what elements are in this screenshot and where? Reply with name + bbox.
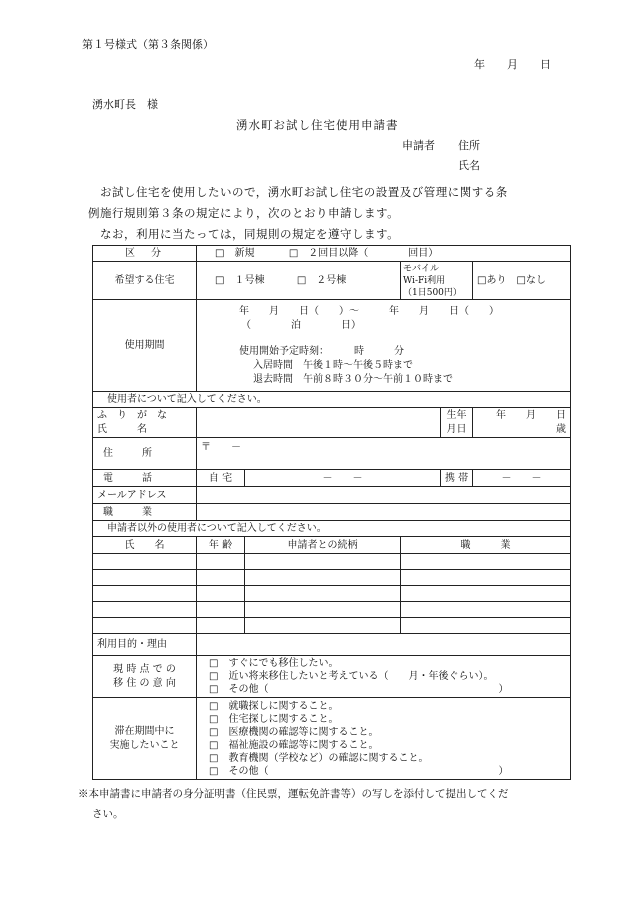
- kubun-label: 区 分: [93, 246, 197, 262]
- intro-line-2: 例施行規則第３条の規定により，次のとおり申請します。: [88, 206, 400, 220]
- other-age-cell[interactable]: [197, 602, 245, 618]
- stay-opt-3-checkbox[interactable]: □ 医療機関の確認等に関すること。: [209, 726, 379, 738]
- house-label: 希望する住宅: [93, 262, 197, 300]
- application-table: [92, 245, 571, 780]
- col-age-header: 年 齢: [197, 537, 245, 554]
- other-age-cell[interactable]: [197, 554, 245, 570]
- other-relation-cell[interactable]: [245, 586, 401, 602]
- applicant-label: 申請者: [402, 139, 435, 152]
- phone-label: 電 話: [93, 470, 197, 487]
- other-job-cell[interactable]: [401, 602, 571, 618]
- other-age-cell[interactable]: [197, 570, 245, 586]
- intent-opt-1-checkbox[interactable]: □ すぐにでも移住したい。: [209, 658, 339, 669]
- birth-label: 生年 月日: [441, 408, 473, 438]
- kubun-second-checkbox[interactable]: □ ２回目以降（ 回目）: [288, 248, 439, 259]
- col-relation-header: 申請者との続柄: [245, 537, 401, 554]
- other-name-cell[interactable]: [93, 618, 197, 634]
- stay-options[interactable]: [197, 698, 571, 780]
- other-job-cell[interactable]: [401, 618, 571, 634]
- purpose-field[interactable]: [197, 634, 571, 656]
- furigana-name-label: ふ り が な 氏 名: [93, 408, 197, 438]
- table-row: [93, 586, 571, 602]
- email-label: メールアドレス: [93, 487, 197, 504]
- kubun-options[interactable]: [197, 246, 571, 262]
- stay-label: 滞在期間中に 実施したいこと: [93, 698, 197, 780]
- intent-label: 現 時 点 で の 移 住 の 意 向: [93, 656, 197, 698]
- addressee: 湧水町長 様: [92, 98, 158, 111]
- table-row: [93, 554, 571, 570]
- other-age-cell[interactable]: [197, 586, 245, 602]
- address-field[interactable]: 〒 －: [197, 438, 571, 470]
- wifi-options[interactable]: □あり □なし: [473, 262, 571, 300]
- address-label: 住 所: [93, 438, 197, 470]
- intent-options[interactable]: [197, 656, 571, 698]
- stay-opt-2-checkbox[interactable]: □ 住宅探しに関すること。: [209, 713, 339, 725]
- users-header: 使用者について記入してください。: [93, 392, 571, 408]
- birth-field[interactable]: 年 月 日 歳: [473, 408, 571, 438]
- applicant-address-label[interactable]: 住所: [458, 139, 480, 152]
- applicant-name-label[interactable]: 氏名: [458, 159, 480, 172]
- other-relation-cell[interactable]: [245, 554, 401, 570]
- age-field[interactable]: 歳: [556, 423, 566, 435]
- form-number: 第１号様式（第３条関係）: [82, 38, 214, 51]
- stay-opt-6-checkbox[interactable]: □ その他（ ）: [209, 765, 509, 777]
- other-job-cell[interactable]: [401, 554, 571, 570]
- mobile-phone-field[interactable]: － －: [473, 470, 571, 487]
- footnote-line-1: ※本申請書に申請者の身分証明書（住民票，運転免許書等）の写しを添付して提出してくだ: [78, 788, 509, 800]
- home-phone-field[interactable]: － －: [245, 470, 441, 487]
- email-field[interactable]: [197, 487, 571, 504]
- purpose-label: 利用目的・理由: [93, 634, 197, 656]
- others-header: 申請者以外の使用者について記入してください。: [93, 521, 571, 537]
- stay-opt-1-checkbox[interactable]: □ 就職探しに関すること。: [209, 700, 339, 712]
- other-job-cell[interactable]: [401, 586, 571, 602]
- date-field[interactable]: 年 月 日: [474, 58, 551, 71]
- stay-opt-5-checkbox[interactable]: □ 教育機関（学校など）の確認に関すること。: [209, 752, 429, 764]
- intent-opt-2-checkbox[interactable]: □ 近い将来移住したいと考えている（ 月・年後ぐらい）。: [209, 671, 494, 682]
- intent-opt-3-checkbox[interactable]: □ その他（ ）: [209, 684, 509, 695]
- intro-line-1: お試し住宅を使用したいので，湧水町お試し住宅の設置及び管理に関する条: [100, 185, 508, 199]
- mobile-phone-label: 携 帯: [441, 470, 473, 487]
- stay-opt-4-checkbox[interactable]: □ 福祉施設の確認等に関すること。: [209, 739, 379, 751]
- wifi-label: モバイル Wi-Fi利用 （1日500円）: [401, 262, 473, 300]
- col-name-header: 氏 名: [93, 537, 197, 554]
- col-job-header: 職 業: [401, 537, 571, 554]
- other-name-cell[interactable]: [93, 554, 197, 570]
- other-age-cell[interactable]: [197, 618, 245, 634]
- other-name-cell[interactable]: [93, 570, 197, 586]
- other-relation-cell[interactable]: [245, 618, 401, 634]
- other-relation-cell[interactable]: [245, 602, 401, 618]
- table-row: [93, 602, 571, 618]
- other-job-cell[interactable]: [401, 570, 571, 586]
- other-name-cell[interactable]: [93, 602, 197, 618]
- table-row: [93, 618, 571, 634]
- house-options[interactable]: [197, 262, 401, 300]
- intro-line-3: なお，利用に当たっては，同規則の規定を遵守します。: [100, 227, 400, 241]
- other-name-cell[interactable]: [93, 586, 197, 602]
- home-phone-label: 自 宅: [197, 470, 245, 487]
- document-title: 湧水町お試し住宅使用申請書: [236, 118, 399, 132]
- period-fields[interactable]: 年 月 日（ ）～ 年 月 日（ ） （ 泊 日） 使用開始予定時刻： 時 分 入居時間 午後１時～午後５時まで 退去時間 午前８時３０分～午前１０時まで: [197, 300, 571, 392]
- job-field[interactable]: [197, 504, 571, 521]
- other-relation-cell[interactable]: [245, 570, 401, 586]
- footnote-line-2: さい。: [92, 808, 124, 820]
- house-2-checkbox[interactable]: □ ２号棟: [296, 275, 347, 286]
- period-label: 使用期間: [93, 300, 197, 392]
- table-row: [93, 570, 571, 586]
- house-1-checkbox[interactable]: □ １号棟: [215, 275, 265, 286]
- name-field[interactable]: [197, 408, 441, 438]
- kubun-new-checkbox[interactable]: □ 新規: [215, 248, 255, 259]
- job-label: 職 業: [93, 504, 197, 521]
